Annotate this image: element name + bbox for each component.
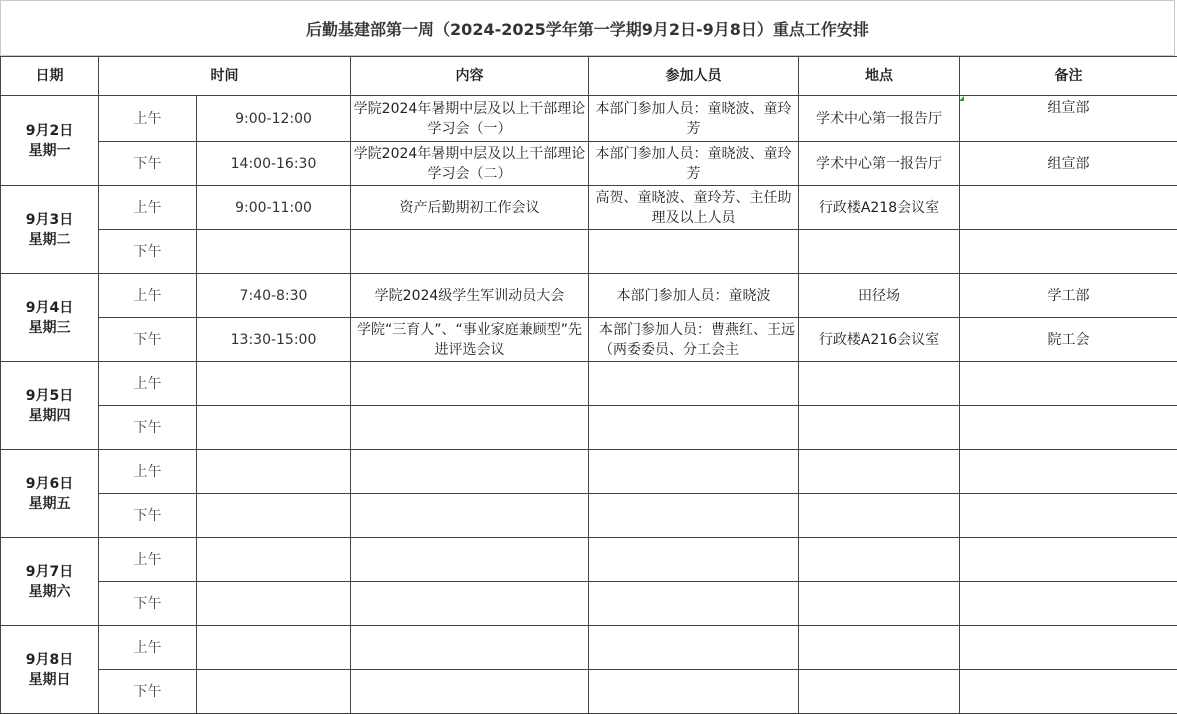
- header-notes[interactable]: 备注: [960, 57, 1177, 96]
- weekday-label: 星期四: [1, 406, 98, 426]
- table-row: [1, 318, 1177, 362]
- participants-cell[interactable]: [589, 538, 799, 582]
- participants-cell[interactable]: [589, 626, 799, 670]
- content-cell[interactable]: [351, 318, 589, 362]
- note-cell[interactable]: [960, 406, 1177, 450]
- time-cell[interactable]: [197, 670, 351, 714]
- note-cell[interactable]: [960, 362, 1177, 406]
- participants-cell[interactable]: [589, 406, 799, 450]
- location-cell[interactable]: [799, 362, 960, 406]
- weekday-label: 星期六: [1, 582, 98, 602]
- content-cell[interactable]: [351, 494, 589, 538]
- note-cell[interactable]: 组宣部: [960, 142, 1177, 186]
- content-cell[interactable]: [351, 670, 589, 714]
- content-cell[interactable]: 资产后勤期初工作会议: [351, 186, 589, 230]
- period-cell[interactable]: 下午: [99, 318, 197, 362]
- table-row: [1, 362, 1177, 406]
- weekday-label: 星期三: [1, 318, 98, 338]
- comment-indicator-icon: [959, 96, 964, 101]
- location-cell[interactable]: 行政楼A218会议室: [799, 186, 960, 230]
- date-cell[interactable]: [1, 450, 99, 538]
- note-cell[interactable]: 组宣部: [960, 96, 1177, 142]
- participants-cell[interactable]: 本部门参加人员：童晓波、童玲芳: [589, 142, 799, 186]
- weekday-label: 星期一: [1, 141, 98, 161]
- date-cell[interactable]: [1, 538, 99, 626]
- note-cell[interactable]: [960, 230, 1177, 274]
- participants-cell[interactable]: [589, 362, 799, 406]
- period-cell[interactable]: 下午: [99, 230, 197, 274]
- time-cell[interactable]: [197, 582, 351, 626]
- location-cell[interactable]: [799, 494, 960, 538]
- period-cell[interactable]: 上午: [99, 362, 197, 406]
- table-row: [1, 582, 1177, 626]
- time-cell[interactable]: [197, 406, 351, 450]
- date-cell[interactable]: [1, 274, 99, 362]
- table-row: [1, 450, 1177, 494]
- sheet-title[interactable]: 后勤基建部第一周（2024-2025学年第一学期9月2日-9月8日）重点工作安排: [0, 0, 1175, 56]
- date-cell[interactable]: [1, 96, 99, 186]
- period-cell[interactable]: 上午: [99, 538, 197, 582]
- date-label: 9月2日: [1, 121, 98, 141]
- participants-cell[interactable]: [589, 494, 799, 538]
- participants-cell[interactable]: [589, 670, 799, 714]
- period-cell[interactable]: 下午: [99, 582, 197, 626]
- time-cell[interactable]: [197, 230, 351, 274]
- schedule-body: [1, 96, 1177, 714]
- location-cell[interactable]: 学术中心第一报告厅: [799, 142, 960, 186]
- date-label: 9月6日: [1, 474, 98, 494]
- content-cell[interactable]: [351, 230, 589, 274]
- time-cell[interactable]: [197, 626, 351, 670]
- date-label: 9月4日: [1, 298, 98, 318]
- table-row: [1, 142, 1177, 186]
- content-cell[interactable]: 学院2024年暑期中层及以上干部理论学习会（二）: [351, 142, 589, 186]
- table-row: [1, 274, 1177, 318]
- location-cell[interactable]: [799, 230, 960, 274]
- time-cell[interactable]: [197, 450, 351, 494]
- date-cell[interactable]: [1, 626, 99, 714]
- table-row: [1, 406, 1177, 450]
- participants-cell[interactable]: 本部门参加人员：童晓波、童玲芳: [589, 96, 799, 142]
- date-cell[interactable]: [1, 362, 99, 450]
- location-cell[interactable]: [799, 626, 960, 670]
- table-row: [1, 186, 1177, 230]
- header-row: [1, 57, 1177, 96]
- header-participants[interactable]: 参加人员: [589, 57, 799, 96]
- table-row: [1, 494, 1177, 538]
- period-cell[interactable]: 下午: [99, 494, 197, 538]
- location-cell[interactable]: 学术中心第一报告厅: [799, 96, 960, 142]
- weekday-label: 星期日: [1, 670, 98, 690]
- date-label: 9月8日: [1, 650, 98, 670]
- participants-cell[interactable]: [589, 450, 799, 494]
- table-row: [1, 538, 1177, 582]
- period-cell[interactable]: 下午: [99, 406, 197, 450]
- time-cell[interactable]: 7:40-8:30: [197, 274, 351, 318]
- table-row: [1, 230, 1177, 274]
- period-cell[interactable]: 下午: [99, 142, 197, 186]
- participants-cell[interactable]: [589, 582, 799, 626]
- content-cell[interactable]: [351, 362, 589, 406]
- location-cell[interactable]: 行政楼A216会议室: [799, 318, 960, 362]
- content-cell[interactable]: 学院2024级学生军训动员大会: [351, 274, 589, 318]
- note-cell[interactable]: [960, 450, 1177, 494]
- location-cell[interactable]: [799, 670, 960, 714]
- time-cell[interactable]: [197, 538, 351, 582]
- participants-text: 本部门参加人员：曹燕红、王远（两委委员、分工会主: [591, 320, 796, 360]
- period-cell[interactable]: 上午: [99, 626, 197, 670]
- note-cell[interactable]: [960, 494, 1177, 538]
- location-cell[interactable]: [799, 582, 960, 626]
- content-text: 学院“三育人”、“事业家庭兼顾型”先进评选会议: [353, 320, 586, 360]
- note-cell[interactable]: [960, 538, 1177, 582]
- table-row: [1, 670, 1177, 714]
- header-time[interactable]: 时间: [99, 57, 351, 96]
- header-content[interactable]: 内容: [351, 57, 589, 96]
- weekday-label: 星期二: [1, 230, 98, 250]
- content-cell[interactable]: [351, 582, 589, 626]
- date-label: 9月3日: [1, 210, 98, 230]
- period-cell[interactable]: 上午: [99, 186, 197, 230]
- location-cell[interactable]: [799, 406, 960, 450]
- time-cell[interactable]: [197, 494, 351, 538]
- note-cell[interactable]: 院工会: [960, 318, 1177, 362]
- time-cell[interactable]: [197, 362, 351, 406]
- note-cell[interactable]: [960, 670, 1177, 714]
- time-cell[interactable]: 9:00-11:00: [197, 186, 351, 230]
- content-cell[interactable]: [351, 538, 589, 582]
- note-cell[interactable]: [960, 582, 1177, 626]
- participants-cell[interactable]: [589, 230, 799, 274]
- time-cell[interactable]: 14:00-16:30: [197, 142, 351, 186]
- schedule-table: [0, 56, 1177, 714]
- location-cell[interactable]: 田径场: [799, 274, 960, 318]
- date-label: 9月7日: [1, 562, 98, 582]
- participants-cell[interactable]: [589, 318, 799, 362]
- content-cell[interactable]: [351, 406, 589, 450]
- content-cell[interactable]: [351, 450, 589, 494]
- note-cell[interactable]: [960, 186, 1177, 230]
- header-location[interactable]: 地点: [799, 57, 960, 96]
- period-cell[interactable]: 上午: [99, 274, 197, 318]
- period-cell[interactable]: 上午: [99, 450, 197, 494]
- time-cell[interactable]: 13:30-15:00: [197, 318, 351, 362]
- note-cell[interactable]: 学工部: [960, 274, 1177, 318]
- participants-cell[interactable]: 本部门参加人员：童晓波: [589, 274, 799, 318]
- date-cell[interactable]: [1, 186, 99, 274]
- period-cell[interactable]: 下午: [99, 670, 197, 714]
- content-cell[interactable]: 学院2024年暑期中层及以上干部理论学习会（一）: [351, 96, 589, 142]
- content-cell[interactable]: [351, 626, 589, 670]
- header-date[interactable]: 日期: [1, 57, 99, 96]
- period-cell[interactable]: 上午: [99, 96, 197, 142]
- table-row: [1, 626, 1177, 670]
- participants-cell[interactable]: 高贺、童晓波、童玲芳、主任助理及以上人员: [589, 186, 799, 230]
- note-cell[interactable]: [960, 626, 1177, 670]
- table-row: [1, 96, 1177, 142]
- location-cell[interactable]: [799, 538, 960, 582]
- time-cell[interactable]: 9:00-12:00: [197, 96, 351, 142]
- location-cell[interactable]: [799, 450, 960, 494]
- date-label: 9月5日: [1, 386, 98, 406]
- weekday-label: 星期五: [1, 494, 98, 514]
